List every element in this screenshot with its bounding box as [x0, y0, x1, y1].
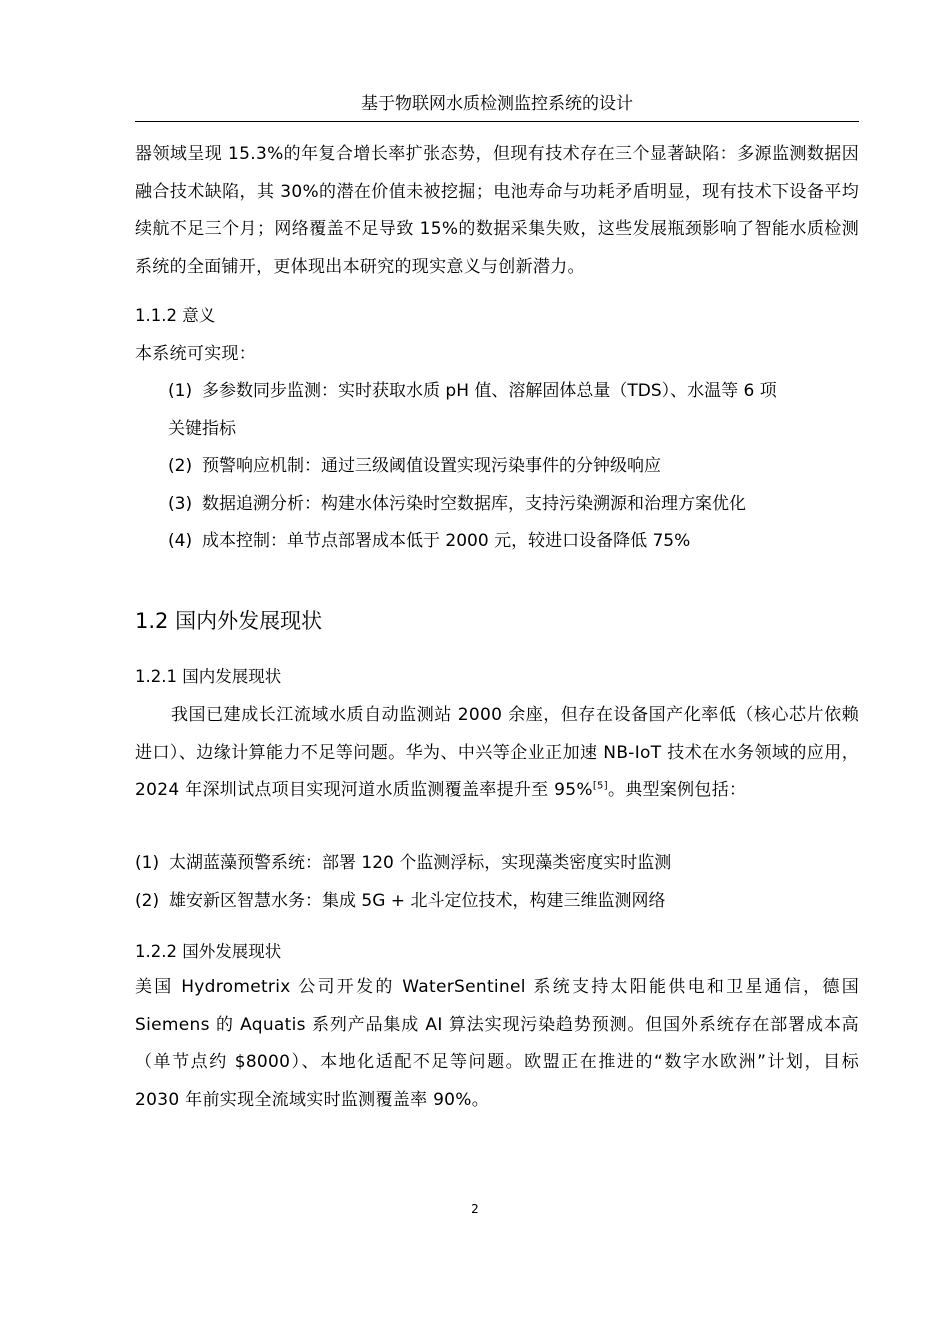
paragraph-text: 我国已建成长江流域水质自动监测站 2000 余座，但存在设备国产化率低（核心芯片依赖进口）、边缘计算能力不足等问题。华为、中兴等企业正加速 NB-IoT 技术在水务领域的应用，2024 年深圳试点项目实现河道水质监测覆盖率提升至 95% [135, 705, 859, 800]
list-item-text: 数据追溯分析：构建水体污染时空数据库，支持污染溯源和治理方案优化 [202, 493, 746, 514]
list-item-text: 预警响应机制：通过三级阈值设置实现污染事件的分钟级响应 [202, 456, 661, 476]
list-item [168, 373, 859, 411]
list-item-number: (3) [168, 493, 193, 514]
list-item-number: (2) [168, 456, 193, 476]
list-item-number: (1) [168, 381, 193, 401]
section-1-2-2-paragraph: 美国 Hydrometrix 公司开发的 WaterSentinel 系统支持太阳能供电和卫星通信，德国 Siemens 的 Aquatis 系列产品集成 AI 算法实现污染趋势预测。但国外系统存在部署成本高（单节点约 $8000）、本地化适配不足等问题。欧盟正在推进的“数字水欧洲”计划，目标 2030 年前实现全流域实时监测覆盖率 90%。 [135, 977, 859, 1110]
list-item [168, 523, 859, 561]
section-1-2-2-heading-block [135, 940, 859, 964]
section-1-2-2-paragraph-block [135, 969, 859, 1119]
list-item-number: (1) [135, 853, 160, 873]
paragraph-text: 。典型案例包括： [607, 780, 747, 800]
list-item-text: 太湖蓝藻预警系统：部署 120 个监测浮标，实现藻类密度实时监测 [169, 853, 672, 873]
intro-paragraph: 器领域呈现 15.3%的年复合增长率扩张态势，但现有技术存在三个显著缺陷：多源监测数据因融合技术缺陷，其 30%的潜在价值未被挖掘；电池寿命与功耗矛盾明显，现有技术下设备平均续航不足三个月；网络覆盖不足导致 15%的数据采集失败，这些发展瓶颈影响了智能水质检测系统的全面铺开，更体现出本研究的现实意义与创新潜力。 [135, 144, 859, 277]
list-item [135, 845, 859, 883]
section-1-1-2-heading: 1.1.2 意义 [135, 306, 216, 325]
section-1-1-2-lead: 本系统可实现： [135, 344, 257, 364]
significance-list [135, 373, 859, 561]
section-1-2-1-heading: 1.2.1 国内发展现状 [135, 667, 282, 686]
list-item [168, 486, 859, 524]
list-item-number: (2) [135, 890, 160, 911]
case-list [135, 845, 859, 920]
list-item-text: 多参数同步监测：实时获取水质 pH 值、溶解固体总量（TDS）、水温等 6 项 [202, 381, 777, 401]
list-item [168, 448, 859, 486]
section-1-2-1-paragraph-block [135, 697, 859, 810]
citation: [5] [592, 780, 608, 792]
list-item-text: 雄安新区智慧水务：集成 5G + 北斗定位技术，构建三维监测网络 [169, 890, 666, 911]
list-item [135, 883, 859, 921]
section-1-2-1-heading-block [135, 665, 859, 689]
list-item-continuation: 关键指标 [168, 418, 236, 439]
section-1-1-2-heading-block [135, 304, 859, 328]
section-1-2-heading-block [135, 606, 859, 636]
header-rule [135, 121, 859, 122]
section-1-1-2-lead-block [135, 336, 859, 374]
list-item-number: (4) [168, 531, 193, 551]
intro-paragraph-block [135, 136, 859, 286]
list-item-text: 成本控制：单节点部署成本低于 2000 元，较进口设备降低 75% [202, 531, 691, 551]
section-1-2-heading: 1.2 国内外发展现状 [135, 609, 323, 633]
running-header: 基于物联网水质检测监控系统的设计 [361, 94, 633, 114]
section-1-2-1-paragraph [135, 697, 859, 810]
page-number: 2 [471, 1202, 479, 1216]
section-1-2-2-heading: 1.2.2 国外发展现状 [135, 942, 282, 961]
